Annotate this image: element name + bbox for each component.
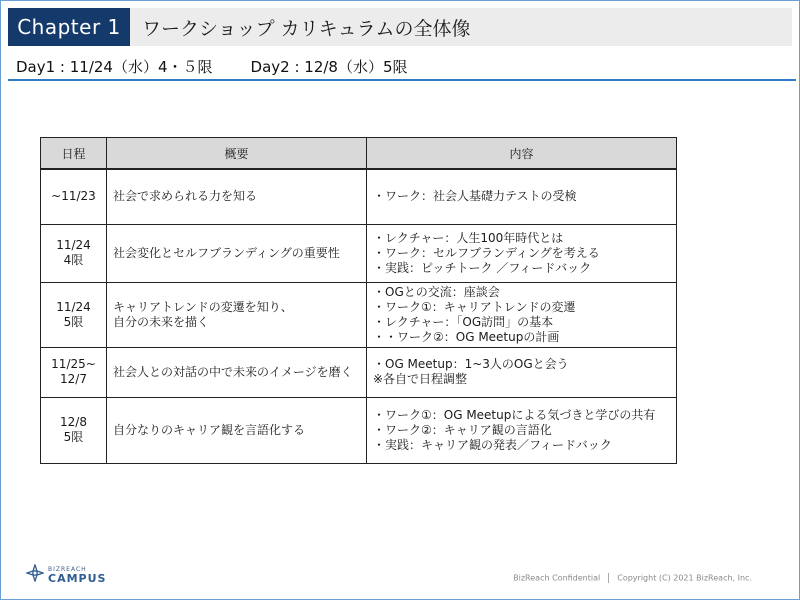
campus-emblem-icon — [26, 564, 44, 586]
details-line: ・レクチャー：人生100年時代とは — [373, 230, 564, 245]
summary-line: 自分なりのキャリア観を言語化する — [113, 422, 306, 437]
details-line: ・OG Meetup：1~3人のOGと会う — [373, 357, 569, 371]
details-line: ・ワーク①：キャリアトレンドの変遷 — [373, 299, 576, 314]
column-header-summary: 概要 — [107, 138, 367, 170]
details-cell — [367, 347, 677, 397]
summary-cell — [107, 347, 367, 397]
details-line: ・レクチャー：「OG訪問」の基本 — [373, 314, 554, 329]
logo-small-text: BIZREACH — [48, 565, 87, 573]
footer-separator — [608, 573, 609, 583]
details-line: ・OGとの交流：座談会 — [373, 284, 500, 299]
chapter-badge: Chapter 1 — [8, 8, 130, 46]
details-cell — [367, 397, 677, 463]
table-row — [41, 169, 677, 224]
details-cell — [367, 282, 677, 347]
confidential-label: BizReach Confidential — [513, 573, 601, 583]
footer-legal — [513, 573, 752, 583]
date-cell — [41, 397, 107, 463]
header-divider — [8, 79, 796, 81]
table-row — [41, 282, 677, 347]
table-row — [41, 347, 677, 397]
copyright-text: Copyright (C) 2021 BizReach, Inc. — [617, 573, 752, 583]
slide-title: ワークショップ カリキュラムの全体像 — [142, 17, 471, 40]
details-line: ・実践：ピッチトーク ／フィードバック — [373, 260, 592, 275]
summary-line: 社会変化とセルフブランディングの重要性 — [113, 245, 340, 260]
table-row — [41, 224, 677, 282]
summary-line: キャリアトレンドの変遷を知り、 — [113, 299, 293, 314]
date-cell — [41, 224, 107, 282]
date-line: 12/7 — [60, 372, 87, 386]
day1-schedule: Day1 : 11/24（水）4・５限 — [16, 58, 213, 76]
details-cell — [367, 224, 677, 282]
period-line: 4限 — [63, 253, 84, 267]
period-line: 5限 — [63, 314, 84, 329]
summary-cell — [107, 397, 367, 463]
day2-schedule: Day2 : 12/8（水）5限 — [250, 58, 408, 76]
column-header-details: 内容 — [367, 138, 677, 170]
column-header-date: 日程 — [41, 138, 107, 170]
details-line: ・・ワーク②：OG Meetupの計画 — [373, 329, 560, 344]
slide-header — [8, 8, 792, 46]
date-line: 12/8 — [60, 415, 87, 429]
date-line: 11/25~ — [51, 357, 96, 371]
summary-cell — [107, 282, 367, 347]
details-line: ※各自で日程調整 — [373, 372, 468, 386]
details-line: ・ワーク①：OG Meetupによる気づきと学びの共有 — [373, 407, 656, 422]
details-line: ・ワーク：社会人基礎力テストの受検 — [373, 189, 577, 204]
details-line: ・実践：キャリア観の発表／フィードバック — [373, 437, 612, 452]
summary-line: 自分の未来を描く — [113, 314, 210, 329]
table-row — [41, 397, 677, 463]
summary-cell — [107, 169, 367, 224]
curriculum-table — [40, 137, 677, 464]
logo-big-text: CAMPUS — [48, 571, 107, 585]
bizreach-campus-logo — [26, 564, 106, 586]
date-cell — [41, 347, 107, 397]
summary-line: 社会人との対話の中で未来のイメージを磨く — [113, 364, 353, 379]
details-line: ・ワーク②：キャリア観の言語化 — [373, 422, 552, 437]
summary-line: 社会で求められる力を知る — [113, 189, 258, 204]
schedule-subheading — [16, 56, 408, 77]
date-cell — [41, 169, 107, 224]
date-cell — [41, 282, 107, 347]
details-cell — [367, 169, 677, 224]
date-line: ~11/23 — [51, 189, 96, 204]
date-line: 11/24 — [56, 299, 91, 314]
date-line: 11/24 — [56, 238, 91, 252]
summary-cell — [107, 224, 367, 282]
table-header-row — [41, 138, 677, 170]
period-line: 5限 — [63, 430, 84, 444]
details-line: ・ワーク：セルフブランディングを考える — [373, 245, 600, 260]
logo-wordmark — [48, 567, 106, 584]
